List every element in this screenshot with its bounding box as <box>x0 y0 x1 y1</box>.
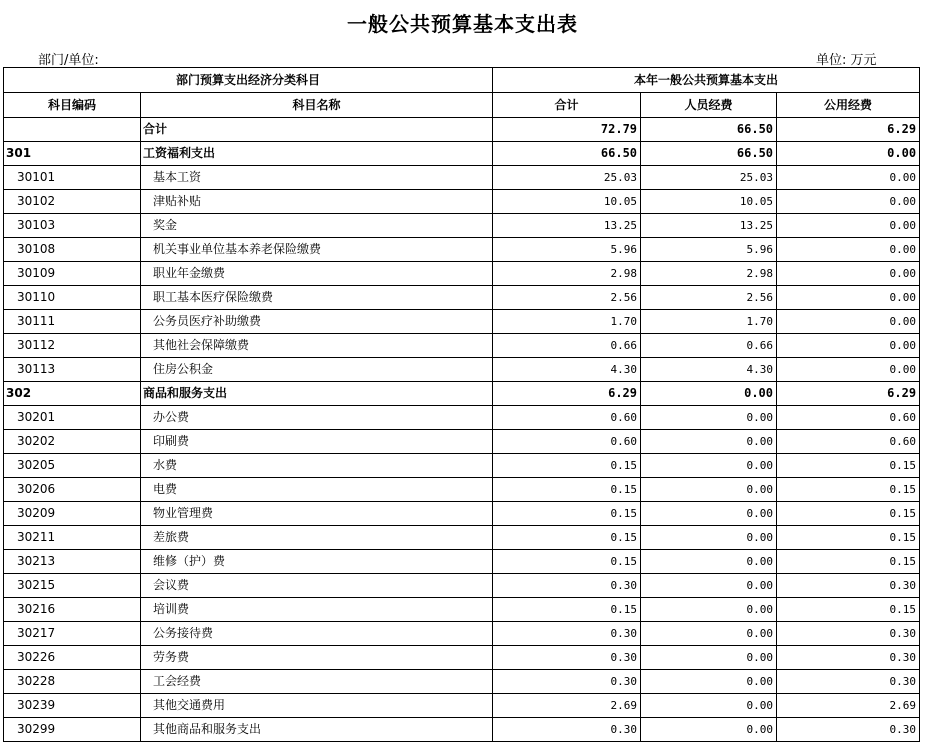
row-personnel: 0.00 <box>641 430 777 454</box>
row-code: 30206 <box>4 478 141 502</box>
row-public: 0.00 <box>777 142 920 166</box>
row-total: 0.60 <box>493 430 641 454</box>
row-public: 0.60 <box>777 406 920 430</box>
row-public: 0.00 <box>777 238 920 262</box>
row-code: 30103 <box>4 214 141 238</box>
row-code: 30111 <box>4 310 141 334</box>
row-personnel: 10.05 <box>641 190 777 214</box>
table-row <box>4 382 920 406</box>
header-personnel: 人员经费 <box>641 93 777 118</box>
row-total: 0.15 <box>493 598 641 622</box>
row-total: 0.30 <box>493 670 641 694</box>
table-row <box>4 214 920 238</box>
row-total: 2.56 <box>493 286 641 310</box>
row-name: 其他商品和服务支出 <box>141 718 493 742</box>
row-name: 会议费 <box>141 574 493 598</box>
row-code: 301 <box>4 142 141 166</box>
row-personnel: 0.00 <box>641 382 777 406</box>
row-public: 0.00 <box>777 190 920 214</box>
row-code: 30110 <box>4 286 141 310</box>
row-name: 公务接待费 <box>141 622 493 646</box>
row-personnel: 0.00 <box>641 646 777 670</box>
row-personnel: 0.66 <box>641 334 777 358</box>
row-name: 其他交通费用 <box>141 694 493 718</box>
row-name: 印刷费 <box>141 430 493 454</box>
row-total: 1.70 <box>493 310 641 334</box>
total-public: 6.29 <box>777 118 920 142</box>
table-row <box>4 478 920 502</box>
row-code: 30202 <box>4 430 141 454</box>
row-total: 2.98 <box>493 262 641 286</box>
row-total: 0.30 <box>493 622 641 646</box>
row-public: 0.15 <box>777 550 920 574</box>
row-public: 6.29 <box>777 382 920 406</box>
row-personnel: 0.00 <box>641 622 777 646</box>
header-group-left: 部门预算支出经济分类科目 <box>4 68 493 93</box>
table-row <box>4 142 920 166</box>
row-name: 机关事业单位基本养老保险缴费 <box>141 238 493 262</box>
table-row <box>4 694 920 718</box>
table-row <box>4 598 920 622</box>
row-code: 30209 <box>4 502 141 526</box>
row-name: 劳务费 <box>141 646 493 670</box>
row-name: 工会经费 <box>141 670 493 694</box>
row-code: 30205 <box>4 454 141 478</box>
row-public: 0.00 <box>777 262 920 286</box>
row-name: 水费 <box>141 454 493 478</box>
row-name: 工资福利支出 <box>141 142 493 166</box>
row-name: 商品和服务支出 <box>141 382 493 406</box>
table-row <box>4 670 920 694</box>
table-row <box>4 550 920 574</box>
row-code: 30108 <box>4 238 141 262</box>
row-name: 培训费 <box>141 598 493 622</box>
row-public: 0.00 <box>777 358 920 382</box>
row-code: 30201 <box>4 406 141 430</box>
row-public: 0.00 <box>777 286 920 310</box>
row-name: 公务员医疗补助缴费 <box>141 310 493 334</box>
row-total: 0.66 <box>493 334 641 358</box>
row-code: 30109 <box>4 262 141 286</box>
row-total: 0.30 <box>493 574 641 598</box>
row-total: 6.29 <box>493 382 641 406</box>
row-total: 0.15 <box>493 478 641 502</box>
row-total: 4.30 <box>493 358 641 382</box>
row-total: 5.96 <box>493 238 641 262</box>
dept-label: 部门/单位: <box>38 53 99 68</box>
row-code: 30113 <box>4 358 141 382</box>
page-title: 一般公共预算基本支出表 <box>347 12 578 36</box>
row-public: 0.15 <box>777 502 920 526</box>
header-group-right: 本年一般公共预算基本支出 <box>493 68 920 93</box>
row-public: 0.15 <box>777 454 920 478</box>
table-row <box>4 358 920 382</box>
row-public: 0.00 <box>777 310 920 334</box>
row-personnel: 0.00 <box>641 598 777 622</box>
row-total: 0.15 <box>493 454 641 478</box>
row-public: 0.30 <box>777 670 920 694</box>
row-code: 30228 <box>4 670 141 694</box>
row-personnel: 0.00 <box>641 550 777 574</box>
row-name: 住房公积金 <box>141 358 493 382</box>
row-personnel: 1.70 <box>641 310 777 334</box>
row-public: 0.15 <box>777 478 920 502</box>
row-code: 30239 <box>4 694 141 718</box>
table-row <box>4 646 920 670</box>
row-code: 30101 <box>4 166 141 190</box>
row-personnel: 66.50 <box>641 142 777 166</box>
row-name: 其他社会保障缴费 <box>141 334 493 358</box>
table-row <box>4 502 920 526</box>
total-code <box>4 118 141 142</box>
row-name: 奖金 <box>141 214 493 238</box>
table-row <box>4 406 920 430</box>
row-code: 302 <box>4 382 141 406</box>
row-name: 基本工资 <box>141 166 493 190</box>
table-row <box>4 286 920 310</box>
row-personnel: 2.98 <box>641 262 777 286</box>
row-public: 0.60 <box>777 430 920 454</box>
table-row <box>4 310 920 334</box>
row-name: 津贴补贴 <box>141 190 493 214</box>
total-total: 72.79 <box>493 118 641 142</box>
header-total: 合计 <box>493 93 641 118</box>
row-code: 30112 <box>4 334 141 358</box>
row-name: 维修（护）费 <box>141 550 493 574</box>
row-personnel: 0.00 <box>641 694 777 718</box>
row-code: 30217 <box>4 622 141 646</box>
header-public: 公用经费 <box>777 93 920 118</box>
row-public: 0.15 <box>777 526 920 550</box>
row-total: 0.60 <box>493 406 641 430</box>
total-name: 合计 <box>141 118 493 142</box>
header-name: 科目名称 <box>141 93 493 118</box>
row-personnel: 0.00 <box>641 406 777 430</box>
row-personnel: 0.00 <box>641 478 777 502</box>
row-personnel: 0.00 <box>641 454 777 478</box>
row-public: 0.15 <box>777 598 920 622</box>
row-personnel: 5.96 <box>641 238 777 262</box>
table-row <box>4 238 920 262</box>
row-public: 0.00 <box>777 334 920 358</box>
row-code: 30213 <box>4 550 141 574</box>
row-public: 0.30 <box>777 718 920 742</box>
row-name: 电费 <box>141 478 493 502</box>
row-total: 10.05 <box>493 190 641 214</box>
row-total: 13.25 <box>493 214 641 238</box>
row-public: 2.69 <box>777 694 920 718</box>
row-total: 0.15 <box>493 526 641 550</box>
row-total: 0.15 <box>493 550 641 574</box>
table-row <box>4 430 920 454</box>
total-personnel: 66.50 <box>641 118 777 142</box>
row-public: 0.30 <box>777 622 920 646</box>
row-personnel: 0.00 <box>641 670 777 694</box>
row-name: 差旅费 <box>141 526 493 550</box>
row-public: 0.30 <box>777 574 920 598</box>
budget-table <box>3 67 920 742</box>
row-personnel: 2.56 <box>641 286 777 310</box>
row-total: 66.50 <box>493 142 641 166</box>
table-row <box>4 262 920 286</box>
header-code: 科目编码 <box>4 93 141 118</box>
row-public: 0.30 <box>777 646 920 670</box>
row-total: 0.15 <box>493 502 641 526</box>
table-row <box>4 190 920 214</box>
table-row <box>4 718 920 742</box>
row-personnel: 0.00 <box>641 526 777 550</box>
table-row <box>4 574 920 598</box>
table-row <box>4 166 920 190</box>
row-name: 物业管理费 <box>141 502 493 526</box>
row-personnel: 0.00 <box>641 718 777 742</box>
row-name: 职业年金缴费 <box>141 262 493 286</box>
row-name: 办公费 <box>141 406 493 430</box>
row-name: 职工基本医疗保险缴费 <box>141 286 493 310</box>
row-code: 30216 <box>4 598 141 622</box>
row-personnel: 25.03 <box>641 166 777 190</box>
row-total: 0.30 <box>493 646 641 670</box>
table-row <box>4 622 920 646</box>
row-total: 2.69 <box>493 694 641 718</box>
table-row <box>4 454 920 478</box>
table-row <box>4 334 920 358</box>
row-code: 30226 <box>4 646 141 670</box>
row-code: 30299 <box>4 718 141 742</box>
total-row <box>4 118 920 142</box>
row-personnel: 0.00 <box>641 574 777 598</box>
row-personnel: 4.30 <box>641 358 777 382</box>
row-total: 25.03 <box>493 166 641 190</box>
row-public: 0.00 <box>777 166 920 190</box>
row-personnel: 13.25 <box>641 214 777 238</box>
row-public: 0.00 <box>777 214 920 238</box>
row-code: 30102 <box>4 190 141 214</box>
row-total: 0.30 <box>493 718 641 742</box>
unit-label: 单位: 万元 <box>816 53 877 68</box>
row-code: 30215 <box>4 574 141 598</box>
row-code: 30211 <box>4 526 141 550</box>
row-personnel: 0.00 <box>641 502 777 526</box>
table-row <box>4 526 920 550</box>
